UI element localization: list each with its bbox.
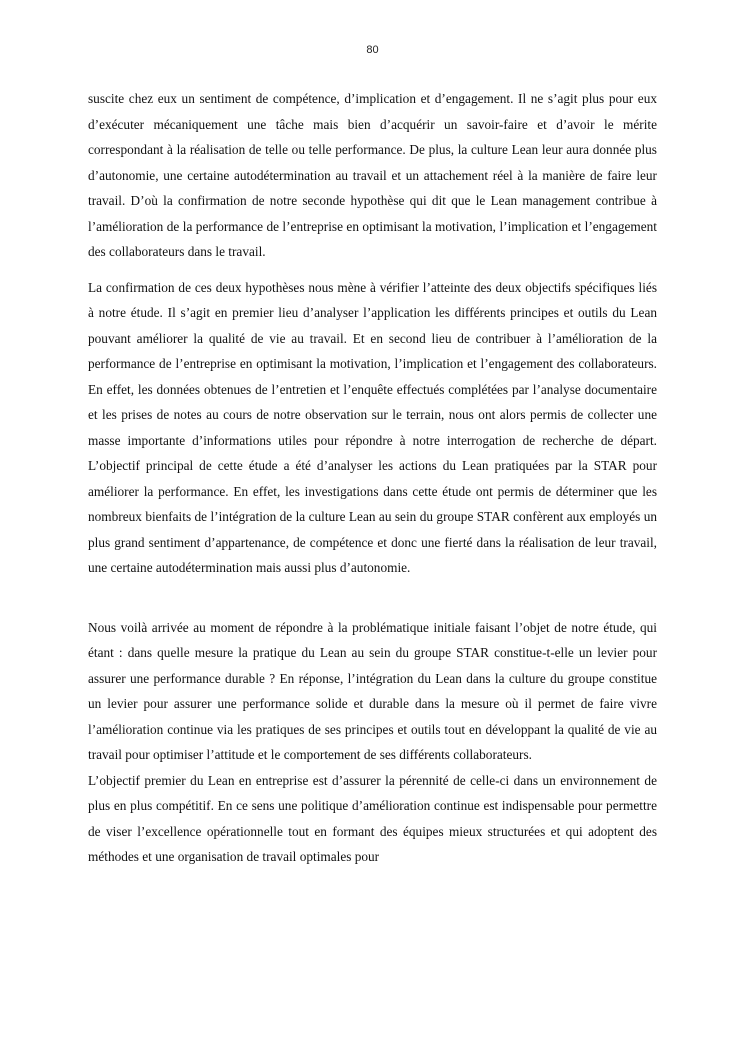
page-number: 80 xyxy=(366,44,379,56)
paragraph-problematic-answer: Nous voilà arrivée au moment de répondre à la problématique initiale faisant l’objet de notre étude, qui étant : dans quelle mesure la pratique du Lean au sein du groupe STAR constitue-t-elle un levier pour assurer une performance durable ? En réponse, l’intégration du Lean dans la culture du groupe constitue un levier pour assurer une performance solide et durable dans la mesure où il permet de faire vivre l’amélioration continue via les pratiques de ses principes et outils tout en développant la qualité de vie au travail pour optimiser l’attitude et le comportement de ses différents collaborateurs. xyxy=(88,619,657,762)
paragraph-objectives: La confirmation de ces deux hypothèses nous mène à vérifier l’atteinte des deux objectifs spécifiques liés à notre étude. Il s’agit en premier lieu d’analyser l’application les différents principes et outils du Lean pouvant améliorer la qualité de vie au travail. Et en second lieu de contribuer à l’amélioration de la performance de l’entreprise en optimisant la motivation, l’implication et l’engagement des collaborateurs. En effet, les données obtenues de l’entretien et l’enquête effectués complétées par l’analyse documentaire et les prises de notes au cours de notre observation sur le terrain, nous ont alors permis de collecter une masse importante d’informations utiles pour répondre à notre interrogation de recherche de départ. L’objectif principal de cette étude a été d’analyser les actions du Lean pratiquées par la STAR pour améliorer la performance. En effet, les investigations dans cette étude ont permis de déterminer que les nombreux bienfaits de l’intégration de la culture Lean au sein du groupe STAR confèrent aux employés un plus grand sentiment d’appartenance, de compétence et donc une fierté dans la réalisation de leur travail, une certaine autodétermination mais aussi plus d’autonomie. xyxy=(88,279,657,575)
body-text xyxy=(88,86,657,870)
paragraph-hypothesis-confirmation: suscite chez eux un sentiment de compétence, d’implication et d’engagement. Il ne s’agit plus pour eux d’exécuter mécaniquement une tâche mais bien d’acquérir un savoir-faire et d’avoir le mérite correspondant à la réalisation de telle ou telle performance. De plus, la culture Lean leur aura donnée plus d’autonomie, une certaine autodétermination au travail et un attachement réel à la manière de faire leur travail. D’où la confirmation de notre seconde hypothèse qui dit que le Lean management contribue à l’amélioration de la performance de l’entreprise en optimisant la motivation, l’implication et l’engagement des collaborateurs dans le travail. xyxy=(88,91,657,259)
paragraph-lean-objective: L’objectif premier du Lean en entreprise est d’assurer la pérennité de celle-ci dans un environnement de plus en plus compétitif. En ce sens une politique d’amélioration continue est indispensable pour permettre de viser l’excellence opérationnelle tout en formant des équipes mieux structurées et qui adoptent des méthodes et une organisation de travail optimales pour xyxy=(88,772,657,864)
